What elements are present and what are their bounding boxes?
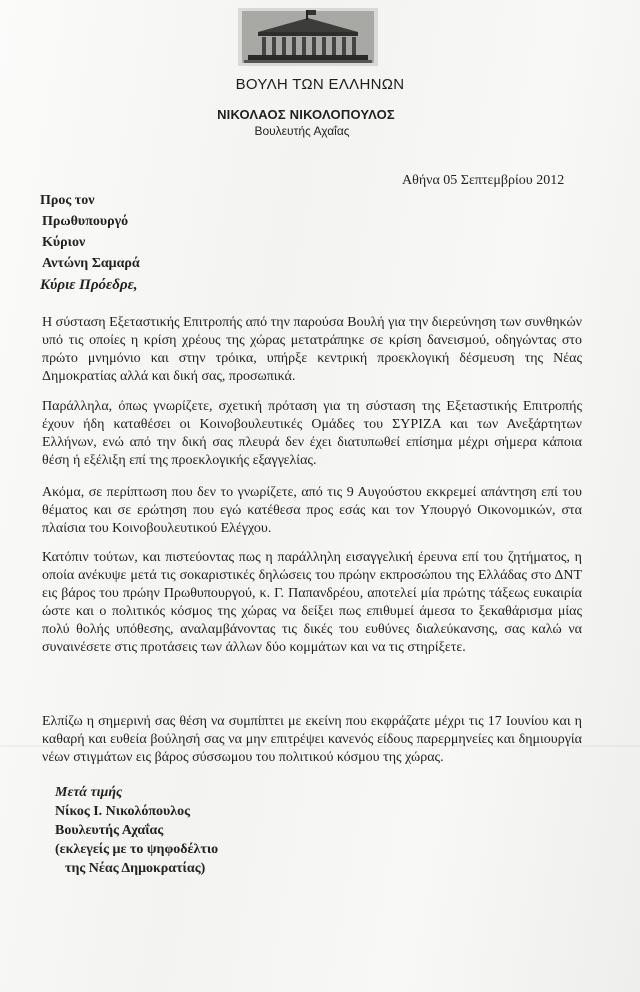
- paragraph: Ακόμα, σε περίπτωση που δεν το γνωρίζετε, από τις 9 Αυγούστου εκκρεμεί απάντηση επί του θέματος και σε ερώτηση που εγώ κατέθεσα προς εσάς και τον Υπουργό Οικονομικών, στα πλαίσια του Κοινοβουλευτικού Ελέγχου.: [42, 485, 582, 536]
- paragraph: Ελπίζω η σημερινή σας θέση να συμπίπτει με εκείνη που εκφράζατε μέχρι τις 17 Ιουνίου και η καθαρή και ευθεία βούλησή σας να μην επιτρέψει κανενός είδους παρερμηνείες και δημιουργία νέων στιγμάτων εις βάρος σύσσωμου του πολιτικού κόσμου της χώρας.: [42, 714, 582, 765]
- letter-date: Αθήνα 05 Σεπτεμβρίου 2012: [402, 173, 565, 188]
- parliament-building-icon: [238, 8, 378, 66]
- recipient-line: Προς τον: [40, 193, 95, 208]
- parliament-name: ΒΟΥΛΗ ΤΩΝ ΕΛΛΗΝΩΝ: [235, 76, 405, 93]
- signatory-name: Νίκος Ι. Νικολόπουλος: [55, 804, 191, 819]
- paragraph: Κατόπιν τούτων, και πιστεύοντας πως η παράλληλη εισαγγελική έρευνα επί του ζητήματος, η οποία ανέκυψε μετά τις σοκαριστικές δηλώσεις του πρώην εκπροσώπου της Ελλάδας στο ΔΝΤ εις βάρος του πρώην Πρωθυπουργού, κ. Γ. Παπανδρέου, αποτελεί μία πρώτης τάξεως ευκαιρία ώστε και ο πολιτικός κόσμος της χώρας να δείξει πως επιθυμεί άμεσα το ξεκαθάρισμα μίας πολύ θολής υπόθεσης, αναλαμβάνοντας τις δικές του ευθύνες διαλεύκανσης, σας καλώ να συναινέσετε στις προτάσεις των άλλων δύο κομμάτων και να τις στηρίξετε.: [42, 550, 582, 655]
- closing-block: [55, 783, 218, 878]
- mp-title: Βουλευτής Αχαΐας: [254, 124, 350, 138]
- recipient-line: Κύριον: [42, 235, 86, 250]
- signatory-note: (εκλεγείς με το ψηφοδέλτιο: [55, 842, 219, 857]
- recipient-block: [40, 190, 140, 274]
- closing-regards: Μετά τιμής: [55, 785, 123, 800]
- signatory-note: της Νέας Δημοκρατίας): [65, 861, 206, 876]
- mp-name: ΝΙΚΟΛΑΟΣ ΝΙΚΟΛΟΠΟΥΛΟΣ: [217, 107, 395, 122]
- paragraph: Η σύσταση Εξεταστικής Επιτροπής από την παρούσα Βουλή για την διερεύνηση των συνθηκών υπό τις οποίες η κρίση χρέους της χώρας μετατράπηκε σε κρίση δανεισμού, οδηγώντας στο πρώτο μνημόνιο και στην τρόικα, υπήρξε κεντρική προεκλογική δέσμευση της Νέας Δημοκρατίας αλλά και δική σας, προσωπικά.: [42, 315, 582, 384]
- paper-fold: [0, 745, 640, 747]
- recipient-line: Αντώνη Σαμαρά: [42, 256, 140, 271]
- signatory-title: Βουλευτής Αχαΐας: [55, 823, 164, 838]
- paragraph: Παράλληλα, όπως γνωρίζετε, σχετική πρόταση για τη σύσταση της Εξεταστικής Επιτροπής έχουν ήδη καταθέσει οι Κοινοβουλευτικές Ομάδες του ΣΥΡΙΖΑ και των Ανεξάρτητων Ελλήνων, ενώ από την δική σας πλευρά δεν έχει διατυπωθεί επίσημα μέχρι σήμερα κάποια θέση ή εξέλιξη επί της προεκλογικής εξαγγελίας.: [42, 399, 582, 468]
- salutation: Κύριε Πρόεδρε,: [40, 277, 138, 293]
- recipient-line: Πρωθυπουργό: [42, 214, 129, 229]
